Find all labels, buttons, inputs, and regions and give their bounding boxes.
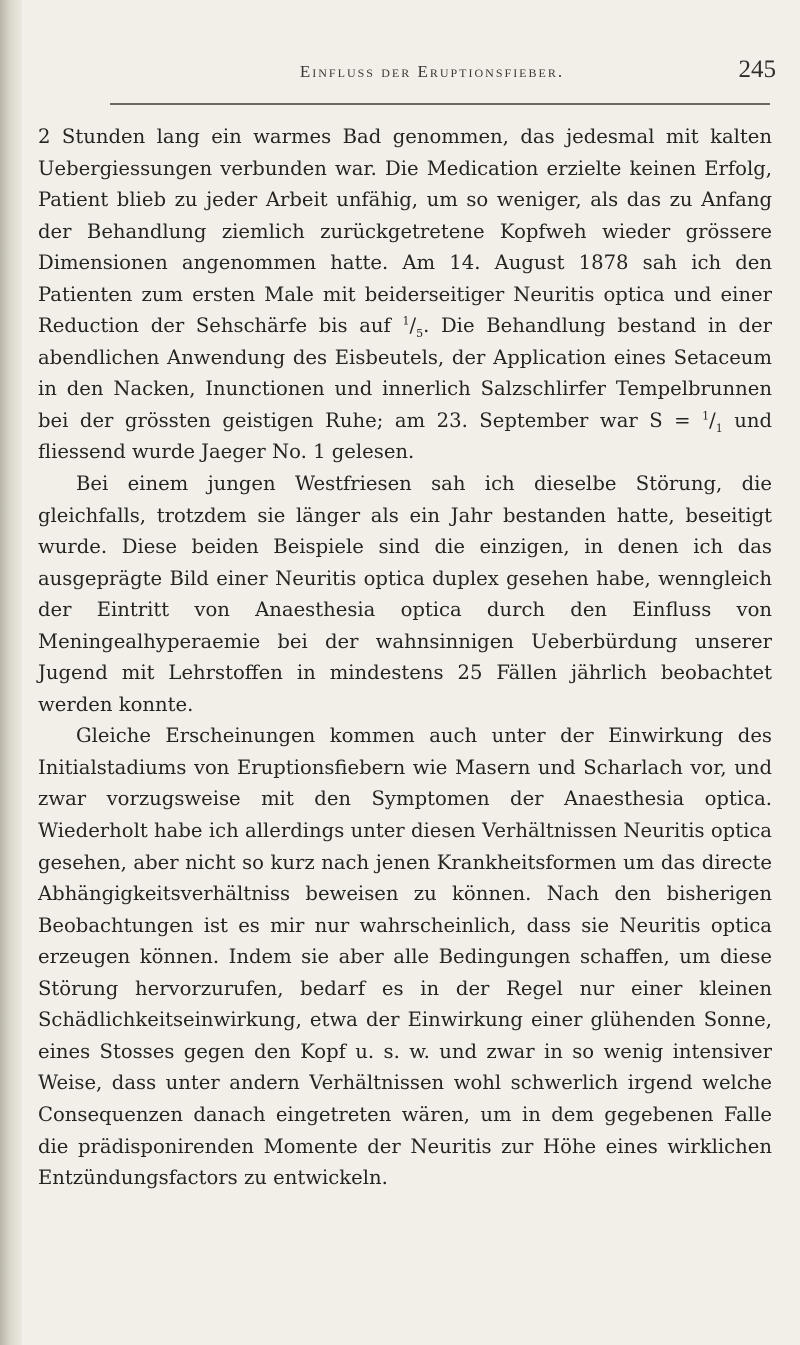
fraction-numerator: 1	[402, 314, 410, 328]
page-header	[88, 56, 776, 90]
paragraph-text: Bei einem jungen Westfriesen sah ich dieselbe Störung, die gleichfalls, trotzdem sie länger als ein Jahr bestanden hatte, beseitigt wurde. Diese beiden Beispiele sind die einzigen, in denen ich das ausgeprägte Bild einer Neuritis optica duplex gesehen habe, wenngleich der Eintritt von Anaesthesia optica durch den Einfluss von Meningealhyperaemie bei der wahnsinnigen Ueberbürdung unserer Jugend mit Lehrstoffen in mindestens 25 Fällen jährlich beobachtet werden konnte.	[38, 472, 772, 716]
body-text	[38, 121, 772, 1194]
paragraph-text: . Die Behandlung bestand in der abendlichen Anwendung des Eisbeutels, der Application eines Setaceum in den Nacken, Inunctionen und innerlich Salzschlirfer Tempelbrunnen bei der grössten geistigen Ruhe; am 23. September war S =	[38, 314, 772, 432]
running-head: Einfluss der Eruptionsfieber.	[299, 62, 565, 81]
page-gutter-shadow	[0, 0, 22, 1345]
fraction: $^1/_1$	[702, 408, 723, 435]
paragraph-3	[38, 720, 772, 1193]
fraction-denominator: 5	[416, 327, 424, 341]
paragraph-2	[38, 468, 772, 720]
paragraph-text: 2 Stunden lang ein warmes Bad genommen, das jedesmal mit kalten Uebergiessungen verbunden war. Die Medication erzielte keinen Erfolg, Patient blieb zu jeder Arbeit unfähig, um so weniger, als das zu Anfang der Behandlung ziemlich zurückgetretene Kopfweh wieder grössere Dimensionen angenommen hatte. Am 14. August 1878 sah ich den Patienten zum ersten Male mit beiderseitiger Neuritis optica und einer Reduction der Sehschärfe bis auf	[38, 125, 772, 338]
header-rule	[110, 103, 770, 105]
paragraph-1	[38, 121, 772, 468]
fraction: $^1/_5$	[402, 314, 424, 341]
paragraph-text: und fliessend wurde Jaeger No. 1 gelesen.	[38, 408, 772, 464]
paragraph-text: Gleiche Erscheinungen kommen auch unter der Einwirkung des Initialstadiums von Eruptionsfiebern wie Masern und Scharlach vor, und zwar vorzugsweise mit den Symptomen der Anaesthesia optica. Wiederholt habe ich allerdings unter diesen Verhältnissen Neuritis optica gesehen, aber nicht so kurz nach jenen Krankheitsformen um das directe Abhängigkeitsverhältniss beweisen zu können. Nach den bisherigen Beobachtungen ist es mir nur wahrscheinlich, dass sie Neuritis optica erzeugen können. Indem sie aber alle Bedingungen schaffen, um diese Störung hervorzurufen, bedarf es in der Regel nur einer kleinen Schädlichkeitseinwirkung, etwa der Einwirkung einer glühenden Sonne, eines Stosses gegen den Kopf u. s. w. und zwar in so wenig intensiver Weise, dass unter andern Verhältnissen wohl schwerlich irgend welche Consequenzen danach eingetreten wären, um in dem gegebenen Falle die prädisponirenden Momente der Neuritis zur Höhe eines wirklichen Entzündungsfactors zu entwickeln.	[38, 724, 772, 1190]
page-number: 245	[738, 56, 776, 83]
fraction-denominator: 1	[715, 421, 723, 435]
fraction-numerator: 1	[702, 409, 710, 423]
